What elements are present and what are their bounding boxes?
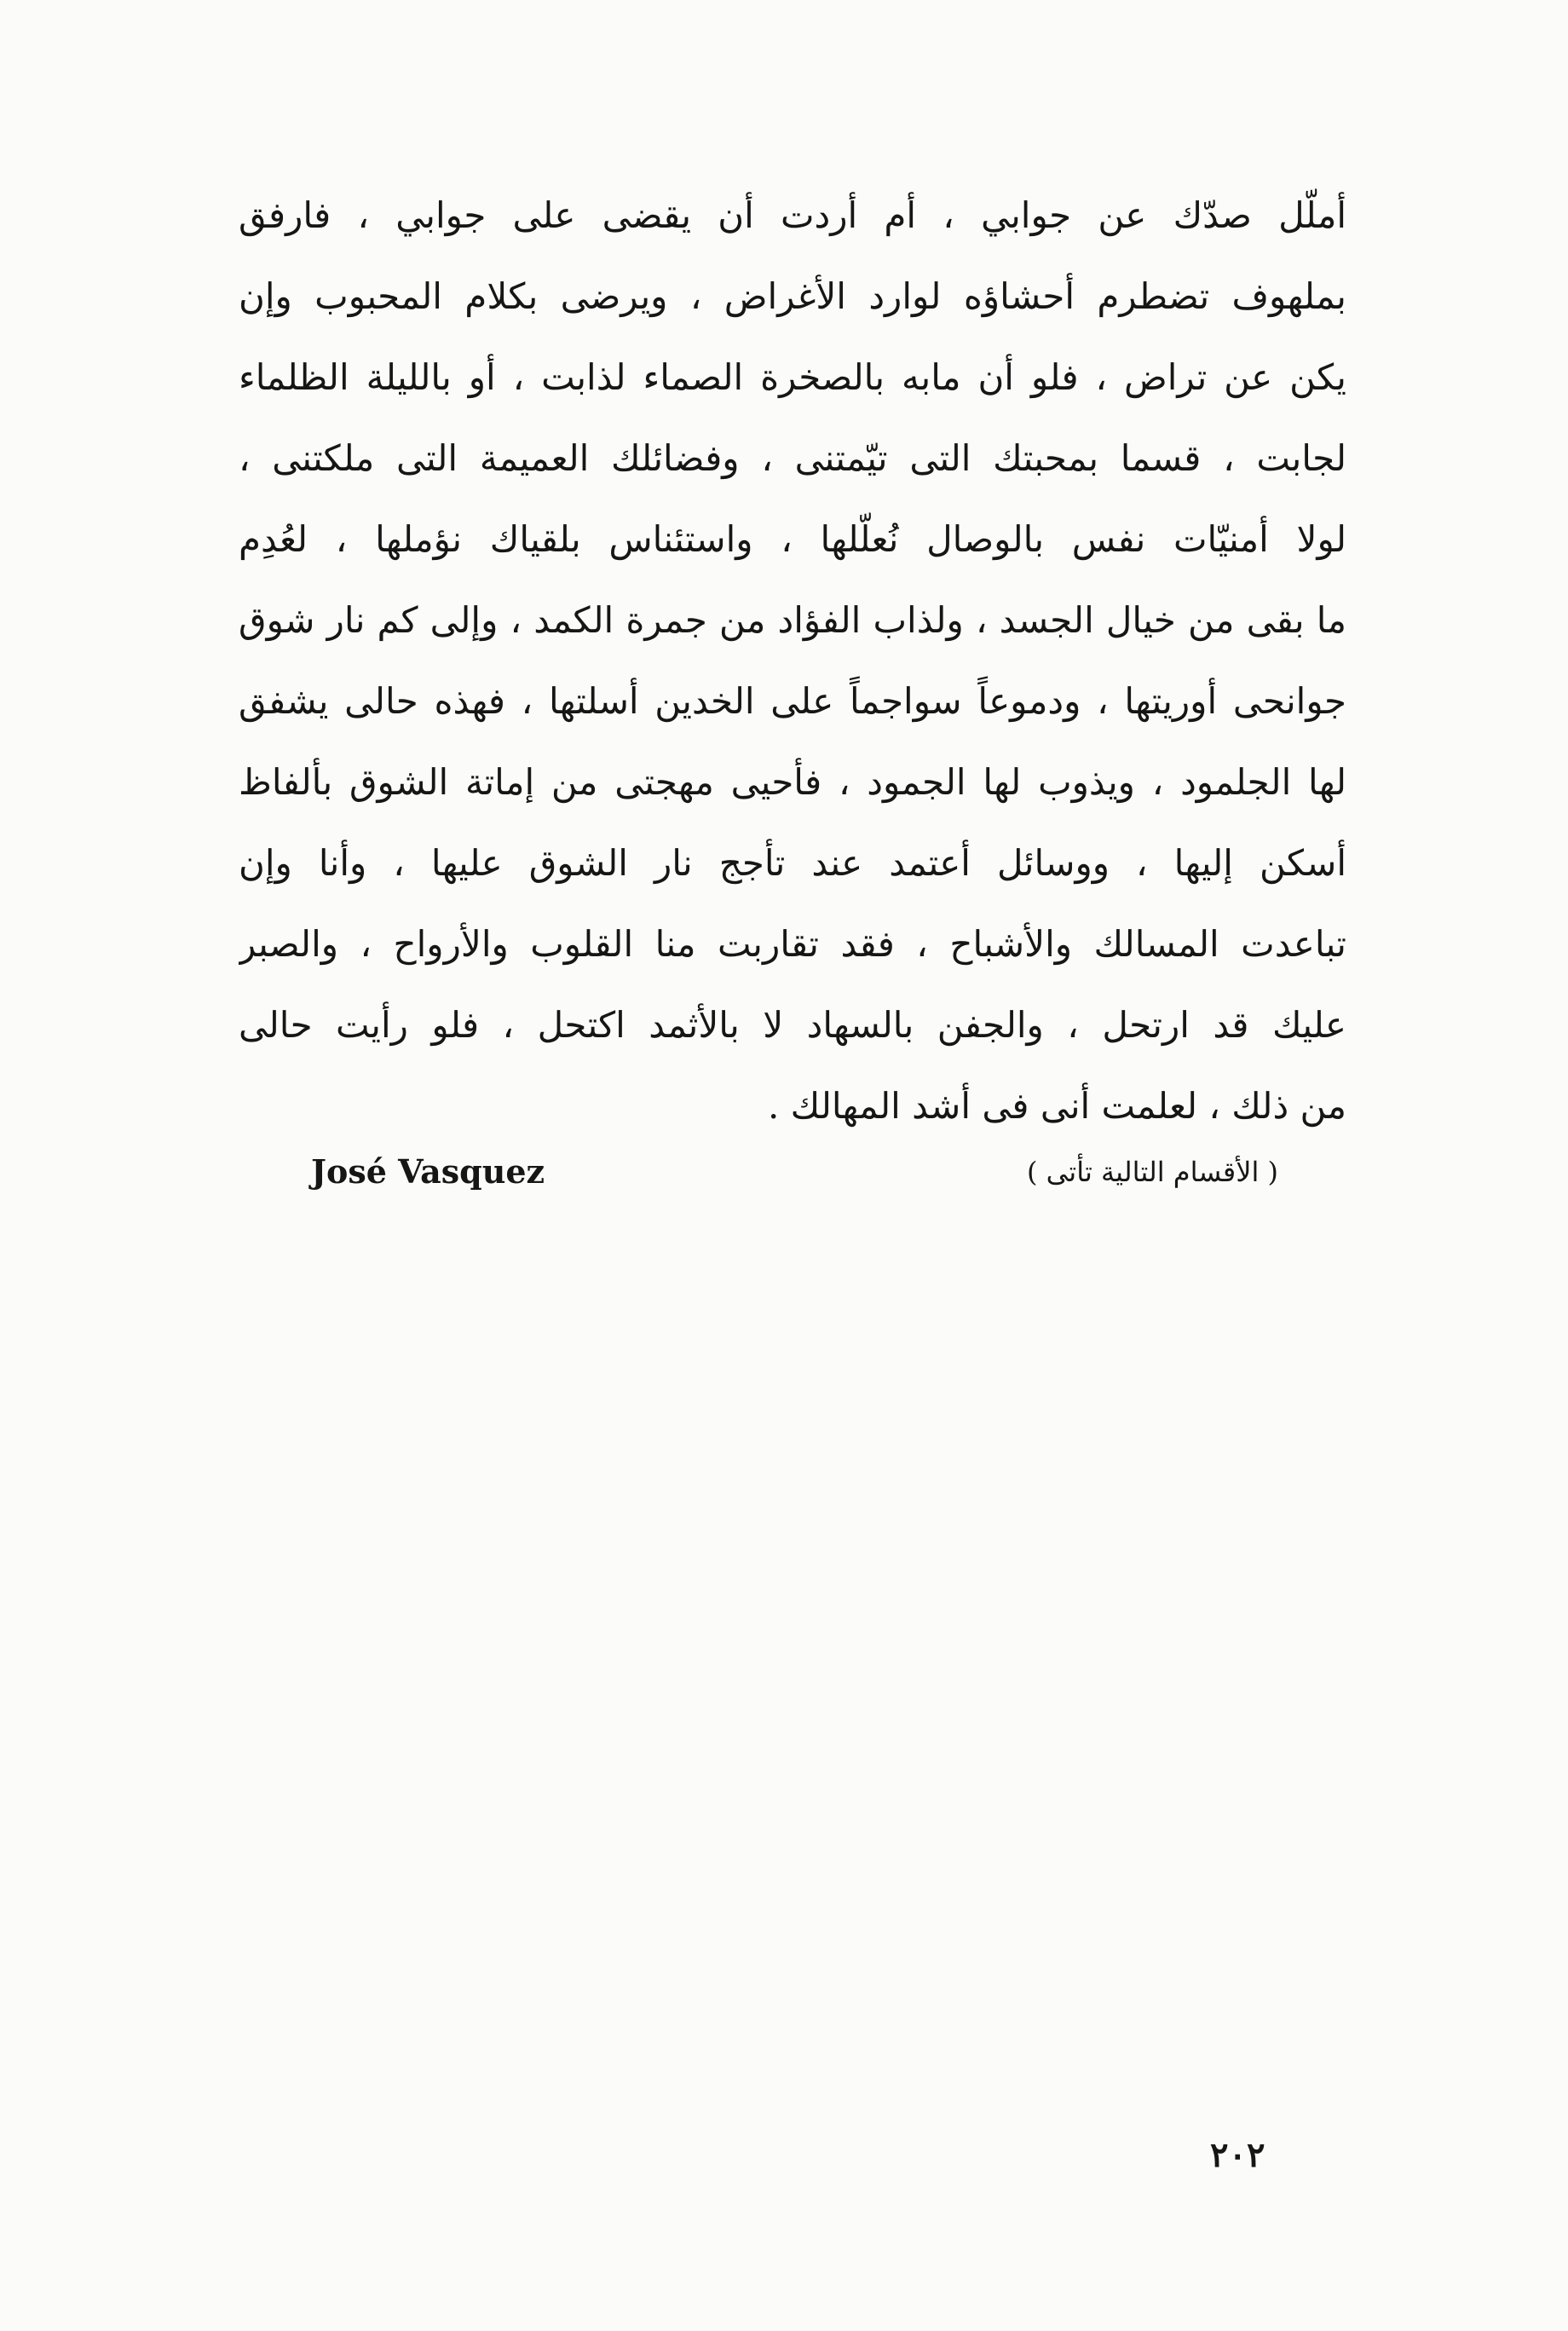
- body-line: ما بقى من خيال الجسد ، ولذاب الفؤاد من جمرة الكمد ، وإلى كم نار شوق: [239, 599, 1346, 641]
- body-line: أملّل صدّك عن جوابي ، أم أردت أن يقضى على جوابي ، فارفق: [239, 194, 1346, 236]
- page-number: ٢٠٢: [1210, 2135, 1265, 2175]
- body-line: يكن عن تراض ، فلو أن مابه بالصخرة الصماء لذابت ، أو بالليلة الظلماء: [239, 356, 1346, 398]
- body-line: أسكن إليها ، ووسائل أعتمد عند تأجج نار الشوق عليها ، وأنا وإن: [239, 842, 1346, 884]
- body-line: لجابت ، قسما بمحبتك التى تيّمتنى ، وفضائلك العميمة التى ملكتنى ،: [239, 437, 1346, 479]
- body-line: لها الجلمود ، ويذوب لها الجمود ، فأحيى مهجتى من إماتة الشوق بألفاظ: [239, 761, 1346, 803]
- footer-row: [239, 1146, 1346, 1197]
- body-line: عليك قد ارتحل ، والجفن بالسهاد لا بالأثمد اكتحل ، فلو رأيت حالى: [239, 1004, 1346, 1046]
- continuation-note: ( الأقسام التالية تأتى ): [1026, 1156, 1278, 1188]
- body-line-last: من ذلك ، لعلمت أنى فى أشد المهالك .: [767, 1085, 1346, 1127]
- body-line: تباعدت المسالك والأشباح ، فقد تقاربت منا القلوب والأرواح ، والصبر: [239, 923, 1346, 965]
- body-line: لولا أمنيّات نفس بالوصال نُعلّلها ، واستئناس بلقياك نؤملها ، لعُدِم: [239, 518, 1346, 560]
- signature: José Vasquez: [311, 1152, 545, 1191]
- body-line: بملهوف تضطرم أحشاؤه لوارد الأغراض ، ويرضى بكلام المحبوب وإن: [239, 275, 1346, 317]
- body-line: جوانحى أوريتها ، ودموعاً سواجماً على الخدين أسلتها ، فهذه حالى يشفق: [239, 680, 1346, 722]
- letter-body: [239, 175, 1346, 1146]
